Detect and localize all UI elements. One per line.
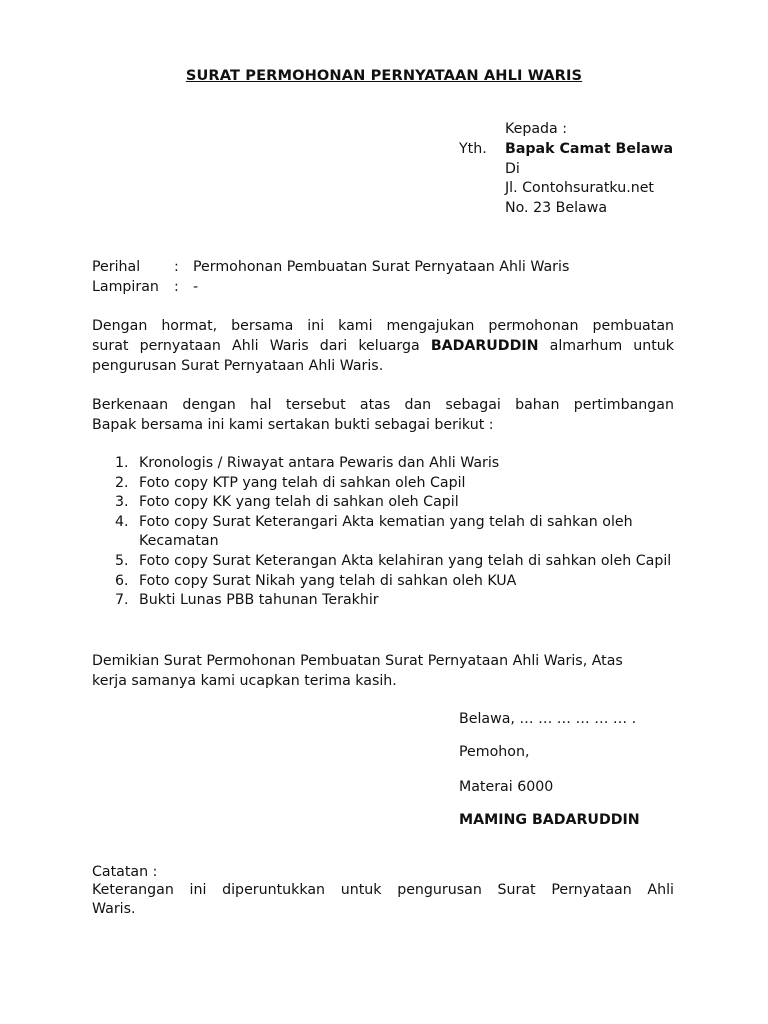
- evidence-intro-line-2: Bapak bersama ini kami sertakan bukti sebagai berikut :: [92, 417, 494, 433]
- evidence-intro-line-1: Berkenaan dengan hal tersebut atas dan sebagai bahan pertimbangan: [92, 397, 674, 413]
- lampiran-label: Lampiran: [92, 279, 159, 295]
- perihal-value: Permohonan Pembuatan Surat Pernyataan Ahli Waris: [193, 259, 570, 275]
- kepada-label: Kepada :: [505, 121, 568, 137]
- yth-label: Yth.: [459, 141, 487, 157]
- closing-line-1: Demikian Surat Permohonan Pembuatan Surat Pernyataan Ahli Waris, Atas: [92, 653, 623, 669]
- lampiran-colon: :: [174, 279, 179, 295]
- letter-title: SURAT PERMOHONAN PERNYATAAN AHLI WARIS: [185, 67, 583, 84]
- opening-line-3: pengurusan Surat Pernyataan Ahli Waris.: [92, 358, 384, 374]
- note-label: Catatan :: [92, 864, 158, 880]
- note-line-2: Waris.: [92, 901, 136, 917]
- recipient-number: No. 23 Belawa: [505, 200, 608, 216]
- opening-line-2-before: surat pernyataan Ahli Waris dari keluarga: [92, 338, 420, 354]
- opening-line-2: [92, 336, 674, 356]
- list-item: 6. Foto copy Surat Nikah yang telah di sahkan oleh KUA: [115, 572, 517, 589]
- list-item: 4. Foto copy Surat Keterangari Akta kematian yang telah di sahkan oleh Kecamatan: [115, 513, 633, 550]
- opening-line-2-after: almarhum untuk: [549, 338, 675, 354]
- applicant-label: Pemohon,: [459, 744, 530, 760]
- note-line-1: Keterangan ini diperuntukkan untuk pengurusan Surat Pernyataan Ahli: [92, 882, 674, 898]
- perihal-colon: :: [174, 259, 179, 275]
- place-date: Belawa, … … … … … … .: [459, 711, 637, 727]
- applicant-name: MAMING BADARUDDIN: [459, 812, 640, 828]
- list-item: 3. Foto copy KK yang telah di sahkan oleh Capil: [115, 494, 459, 511]
- evidence-list: [92, 454, 682, 611]
- recipient-name: Bapak Camat Belawa: [505, 141, 674, 157]
- di-label: Di: [505, 161, 520, 177]
- recipient-street: Jl. Contohsuratku.net: [505, 180, 654, 196]
- stamp-label: Materai 6000: [459, 779, 554, 795]
- list-item: 2. Foto copy KTP yang telah di sahkan oleh Capil: [115, 474, 466, 491]
- opening-line-1: Dengan hormat, bersama ini kami mengajukan permohonan pembuatan: [92, 318, 674, 334]
- list-item: 5. Foto copy Surat Keterangan Akta kelahiran yang telah di sahkan oleh Capil: [115, 552, 672, 569]
- family-name: BADARUDDIN: [430, 338, 539, 354]
- perihal-label: Perihal: [92, 259, 141, 275]
- closing-line-2: kerja samanya kami ucapkan terima kasih.: [92, 673, 397, 689]
- lampiran-value: -: [193, 279, 199, 295]
- list-item: 7. Bukti Lunas PBB tahunan Terakhir: [115, 592, 379, 609]
- list-item: 1. Kronologis / Riwayat antara Pewaris dan Ahli Waris: [115, 455, 500, 471]
